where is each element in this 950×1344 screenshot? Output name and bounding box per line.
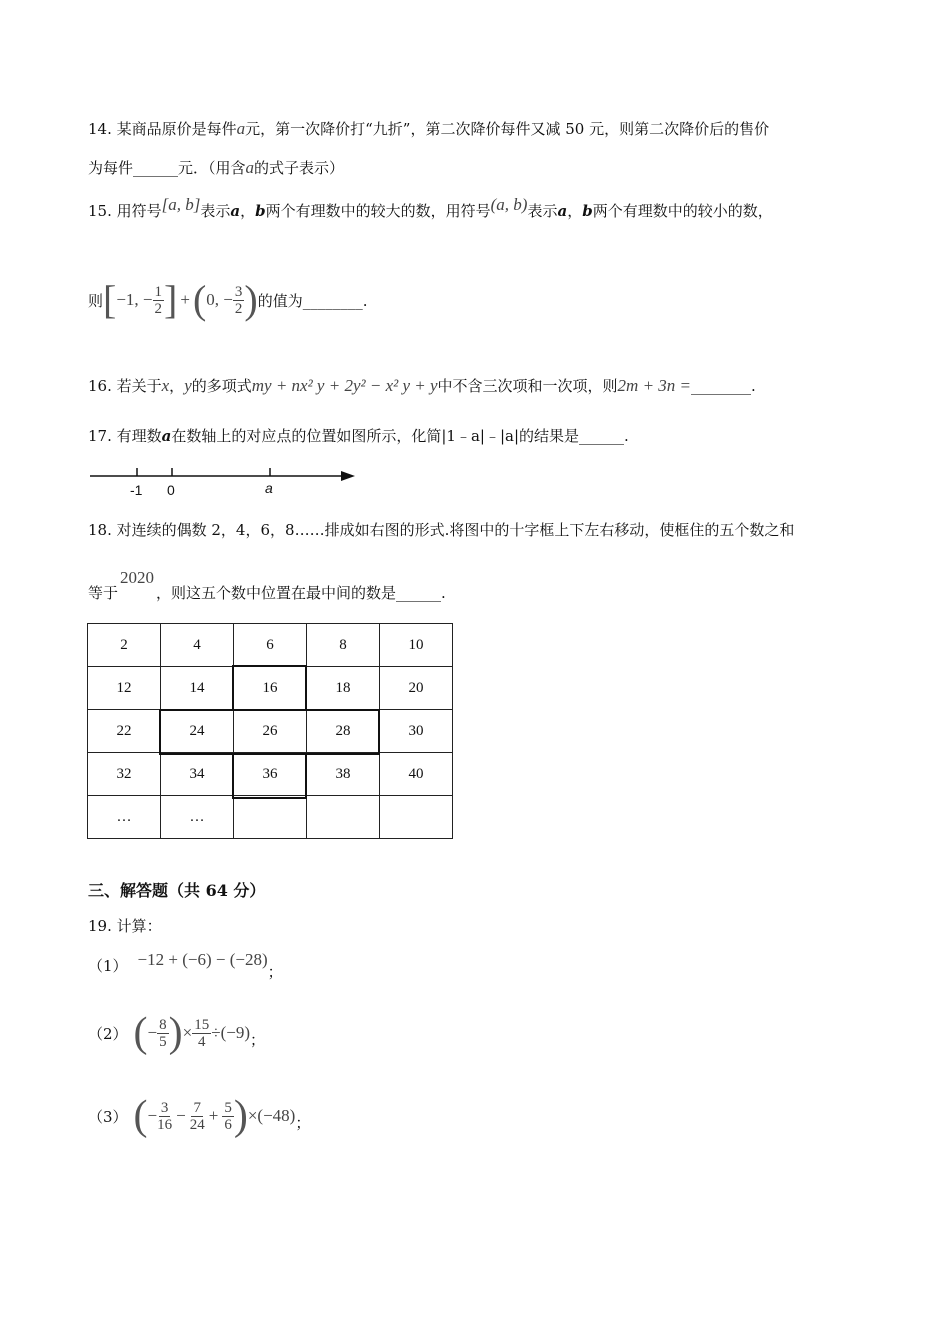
frac-8-5: $\frac{8}{5}$ [159, 1016, 167, 1050]
grid-cell: 12 [88, 667, 161, 710]
q14-line1: 14. 某商品原价是每件a元，第一次降价打“九折”，第二次降价每件又减 50 元，则第二次降价后的售价 [88, 119, 770, 138]
q19-part1: （1） −12 + (−6) − (−28) ； [88, 949, 283, 981]
frac-15-4: $\frac{15}{4}$ [194, 1016, 210, 1050]
table-row [88, 796, 453, 839]
q15-line2: 则 [ −1, − $\frac{1}{2}$ ] + ( 0, − $\frac{3}{2}$ ) 的值为________. [88, 277, 368, 322]
frac-3-16: $\frac{3}{16}$ [157, 1099, 173, 1133]
q18-line1: 18. 对连续的偶数 2，4，6，8……排成如右图的形式.将图中的十字框上下左右移动，使框住的五个数之和 [88, 521, 795, 539]
q15-line1: 15. 用符号[a, b]表示a，b两个有理数中的较大的数，用符号(a, b)表示a，b两个有理数中的较小的数， [88, 195, 773, 220]
section-title: 三、解答题（共 64 分） [88, 881, 266, 900]
frac-5-6: $\frac{5}{6}$ [224, 1099, 232, 1133]
grid-cell: 36 [234, 753, 307, 796]
grid-cell: 38 [307, 753, 380, 796]
q16-line: 16. 若关于x，y的多项式my + nx² y + 2y² − x² y + y中不含三次项和一次项，则2m + 3n =________. [88, 376, 756, 395]
table-row [88, 753, 453, 796]
grid-cell: 6 [234, 624, 307, 667]
grid-cell: … [161, 796, 234, 839]
q19-part3: （3） ( − $\frac{3}{16}$ − $\frac{7}{24}$ + $\frac{5}{6}$ ) ×(−48) ； [88, 1093, 311, 1139]
frac-1-2: $\frac{1}{2}$ [154, 283, 163, 317]
frac-7-24: $\frac{7}{24}$ [189, 1099, 205, 1133]
grid-cell [380, 796, 453, 839]
table-row [88, 710, 453, 753]
frac-3-2: $\frac{3}{2}$ [234, 283, 243, 317]
q19-title: 19. 计算： [88, 917, 162, 935]
number-line [85, 462, 365, 500]
grid-cell: 24 [161, 710, 234, 753]
grid-cell: 4 [161, 624, 234, 667]
grid-cell: 40 [380, 753, 453, 796]
label-minus-one: -1 [130, 482, 143, 498]
grid-cell: 8 [307, 624, 380, 667]
grid-cell: 16 [234, 667, 307, 710]
q18-line2: 等于2020，则这五个数中位置在最中间的数是______. [88, 568, 446, 602]
grid-cell: 18 [307, 667, 380, 710]
grid-cell: 2 [88, 624, 161, 667]
label-a: a [265, 480, 273, 496]
table-row [88, 624, 453, 667]
table-row [88, 667, 453, 710]
q17-line: 17. 有理数a在数轴上的对应点的位置如图所示，化简|1﹣a|﹣|a|的结果是______. [88, 427, 629, 445]
grid-cell: 20 [380, 667, 453, 710]
grid-cell [234, 796, 307, 839]
grid-cell: 34 [161, 753, 234, 796]
grid-cell: … [88, 796, 161, 839]
grid-cell: 10 [380, 624, 453, 667]
grid-cell: 28 [307, 710, 380, 753]
grid-cell: 30 [380, 710, 453, 753]
even-number-grid [87, 623, 453, 839]
grid-cell [307, 796, 380, 839]
q19-part2: （2） ( − $\frac{8}{5}$ ) × $\frac{15}{4}$ ÷(−9) ； [88, 1010, 265, 1056]
grid-cell: 14 [161, 667, 234, 710]
number-line-arrow [341, 471, 355, 481]
grid-cell: 22 [88, 710, 161, 753]
grid-cell: 26 [234, 710, 307, 753]
label-zero: 0 [167, 482, 175, 498]
grid-cell: 32 [88, 753, 161, 796]
q14-line2: 为每件______元．（用含a的式子表示） [88, 158, 345, 177]
